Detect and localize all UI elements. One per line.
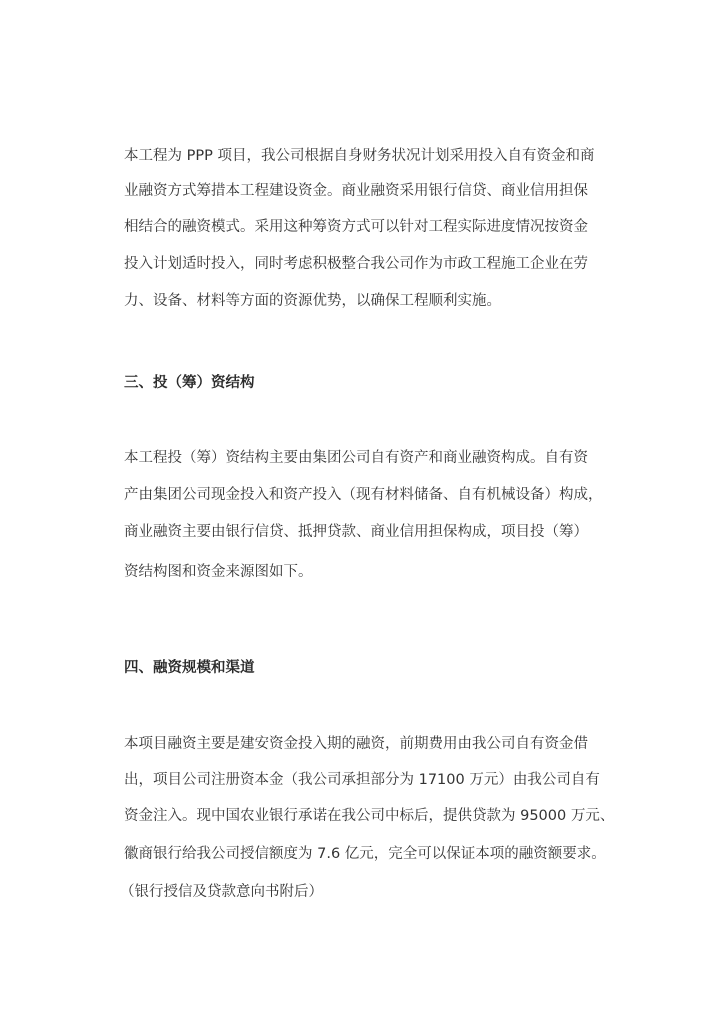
paragraph-line: 徽商银行给我公司授信额度为 7.6 亿元，完全可以保证本项的融资额要求。 xyxy=(124,846,606,862)
paragraph-line: 资结构图和资金来源图如下。 xyxy=(124,564,313,580)
paragraph-line-note: （银行授信及贷款意向书附后） xyxy=(120,884,323,900)
paragraph-line: 产由集团公司现金投入和资产投入（现有材料储备、自有机械设备）构成， xyxy=(124,487,603,503)
paragraph-line: 本工程投（筹）资结构主要由集团公司自有资产和商业融资构成。自有资 xyxy=(124,450,588,466)
paragraph-line: 商业融资主要由银行信贷、抵押贷款、商业信用担保构成，项目投（筹） xyxy=(124,524,588,540)
paragraph-line: 业融资方式筹措本工程建设资金。商业融资采用银行信贷、商业信用担保 xyxy=(124,183,588,199)
paragraph-line: 资金注入。现中国农业银行承诺在我公司中标后，提供贷款为 95000 万元、 xyxy=(124,808,615,824)
section-heading-3: 三、投（筹）资结构 xyxy=(124,375,255,391)
paragraph-line: 力、设备、材料等方面的资源优势，以确保工程顺利实施。 xyxy=(124,293,501,309)
paragraph-line: 出，项目公司注册资本金（我公司承担部分为 17100 万元）由我公司自有 xyxy=(124,772,600,788)
paragraph-line: 本工程为 PPP 项目，我公司根据自身财务状况计划采用投入自有资金和商 xyxy=(124,148,595,164)
paragraph-line: 本项目融资主要是建安资金投入期的融资，前期费用由我公司自有资金借 xyxy=(124,736,588,752)
paragraph-line: 相结合的融资模式。采用这种筹资方式可以针对工程实际进度情况按资金 xyxy=(124,219,588,235)
paragraph-line: 投入计划适时投入，同时考虑积极整合我公司作为市政工程施工企业在劳 xyxy=(124,256,588,272)
section-heading-4: 四、融资规模和渠道 xyxy=(124,660,255,676)
